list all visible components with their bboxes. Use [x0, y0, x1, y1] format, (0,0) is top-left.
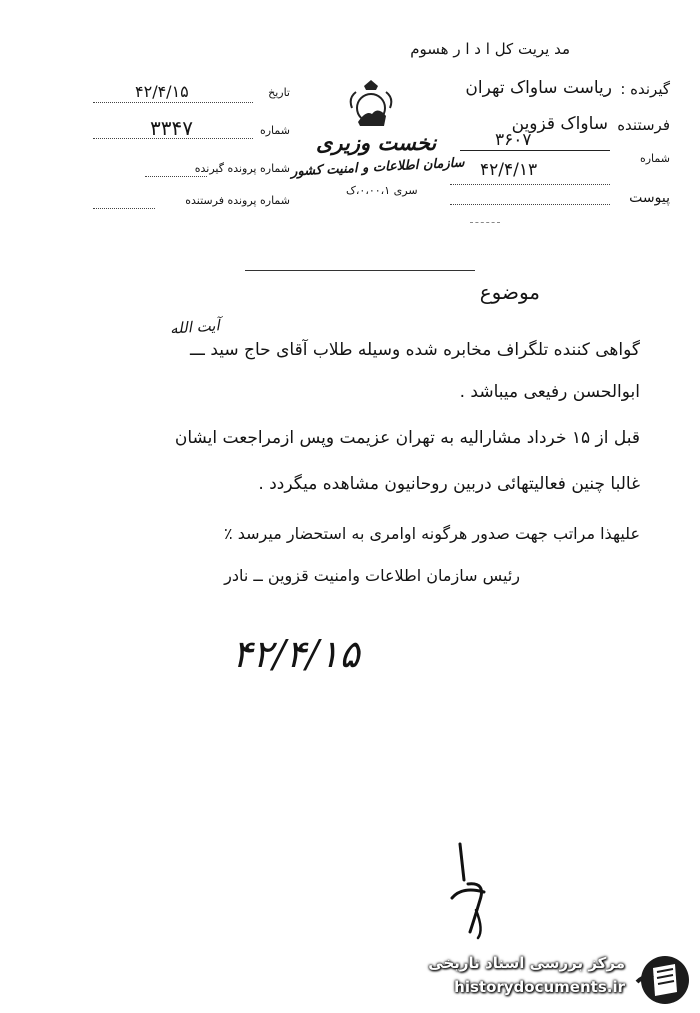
sender-file-line — [93, 208, 155, 209]
sender-value: ساواک قزوین — [511, 114, 608, 134]
number-value: ۳۳۴۷ — [150, 116, 193, 140]
watermark-title: مرکز بررسی اسناد تاریخی — [428, 954, 625, 972]
sender-label: فرستنده — [617, 116, 670, 134]
signature-line: رئیس سازمان اطلاعات وامنیت قزوین ــ نادر — [224, 566, 520, 585]
body-line-4: غالبا چنین فعالیتهائی دربین روحانیون مشاهده میگردد . — [258, 474, 640, 494]
sender-file-label: شماره پرونده فرستنده — [185, 194, 290, 207]
body-line-5: علیهذا مراتب جهت صدور هرگونه اوامری به استحضار میرسد ٪ — [224, 524, 640, 543]
archive-logo-icon — [635, 952, 691, 1006]
attachment-label: پیوست — [629, 190, 670, 206]
handwritten-annotation: آیت الله — [169, 316, 221, 338]
recipient-value: ریاست ساواک تهران — [465, 78, 612, 98]
body-line-2: ابوالحسن رفیعی میباشد . — [459, 382, 640, 402]
office-title: مد یریت کل ا د ا ر هسوم — [410, 40, 570, 58]
recipient-label: گیرنده : — [620, 80, 670, 98]
body-line-1: گواهی کننده تلگراف مخابره شده وسیله طلاب آقای حاج سید ـــ — [189, 340, 640, 360]
right-date-value: ۴۲/۴/۱۳ — [480, 160, 538, 180]
number-rule — [460, 150, 610, 151]
attachment-rule — [450, 204, 610, 205]
recipient-file-line — [145, 176, 207, 177]
right-number-label: شماره — [639, 152, 670, 165]
lion-and-sun-emblem-icon — [346, 80, 396, 132]
date-value: ۴۲/۴/۱۵ — [135, 82, 189, 101]
stray-mark — [470, 222, 500, 223]
emblem-block — [290, 80, 465, 220]
handwritten-date: ۴۲/۴/۱۵ — [232, 632, 360, 676]
recipient-file-label: شماره پرونده گیرنده — [194, 162, 290, 175]
right-number-value: ۳۶۰۷ — [495, 130, 532, 150]
signature-scribble — [440, 840, 510, 940]
watermark — [420, 950, 695, 1008]
emblem-code: سری ۰،۰۰،۱،ک — [346, 184, 418, 197]
subject-label: موضوع — [479, 280, 540, 304]
date-rule — [450, 184, 610, 185]
right-header-block — [430, 80, 670, 210]
divider-mark — [245, 270, 475, 271]
watermark-url: historydocuments.ir — [454, 978, 625, 996]
body-line-3: قبل از ۱۵ خرداد مشارالیه به تهران عزیمت وپس ازمراجعت ایشان — [174, 428, 640, 448]
emblem-org: سازمان اطلاعات و امنیت کشور — [290, 155, 465, 180]
date-line — [93, 102, 253, 103]
number-label: شماره — [259, 124, 290, 137]
emblem-title: نخست وزیری — [316, 130, 437, 155]
date-label: تاریخ — [268, 86, 290, 99]
